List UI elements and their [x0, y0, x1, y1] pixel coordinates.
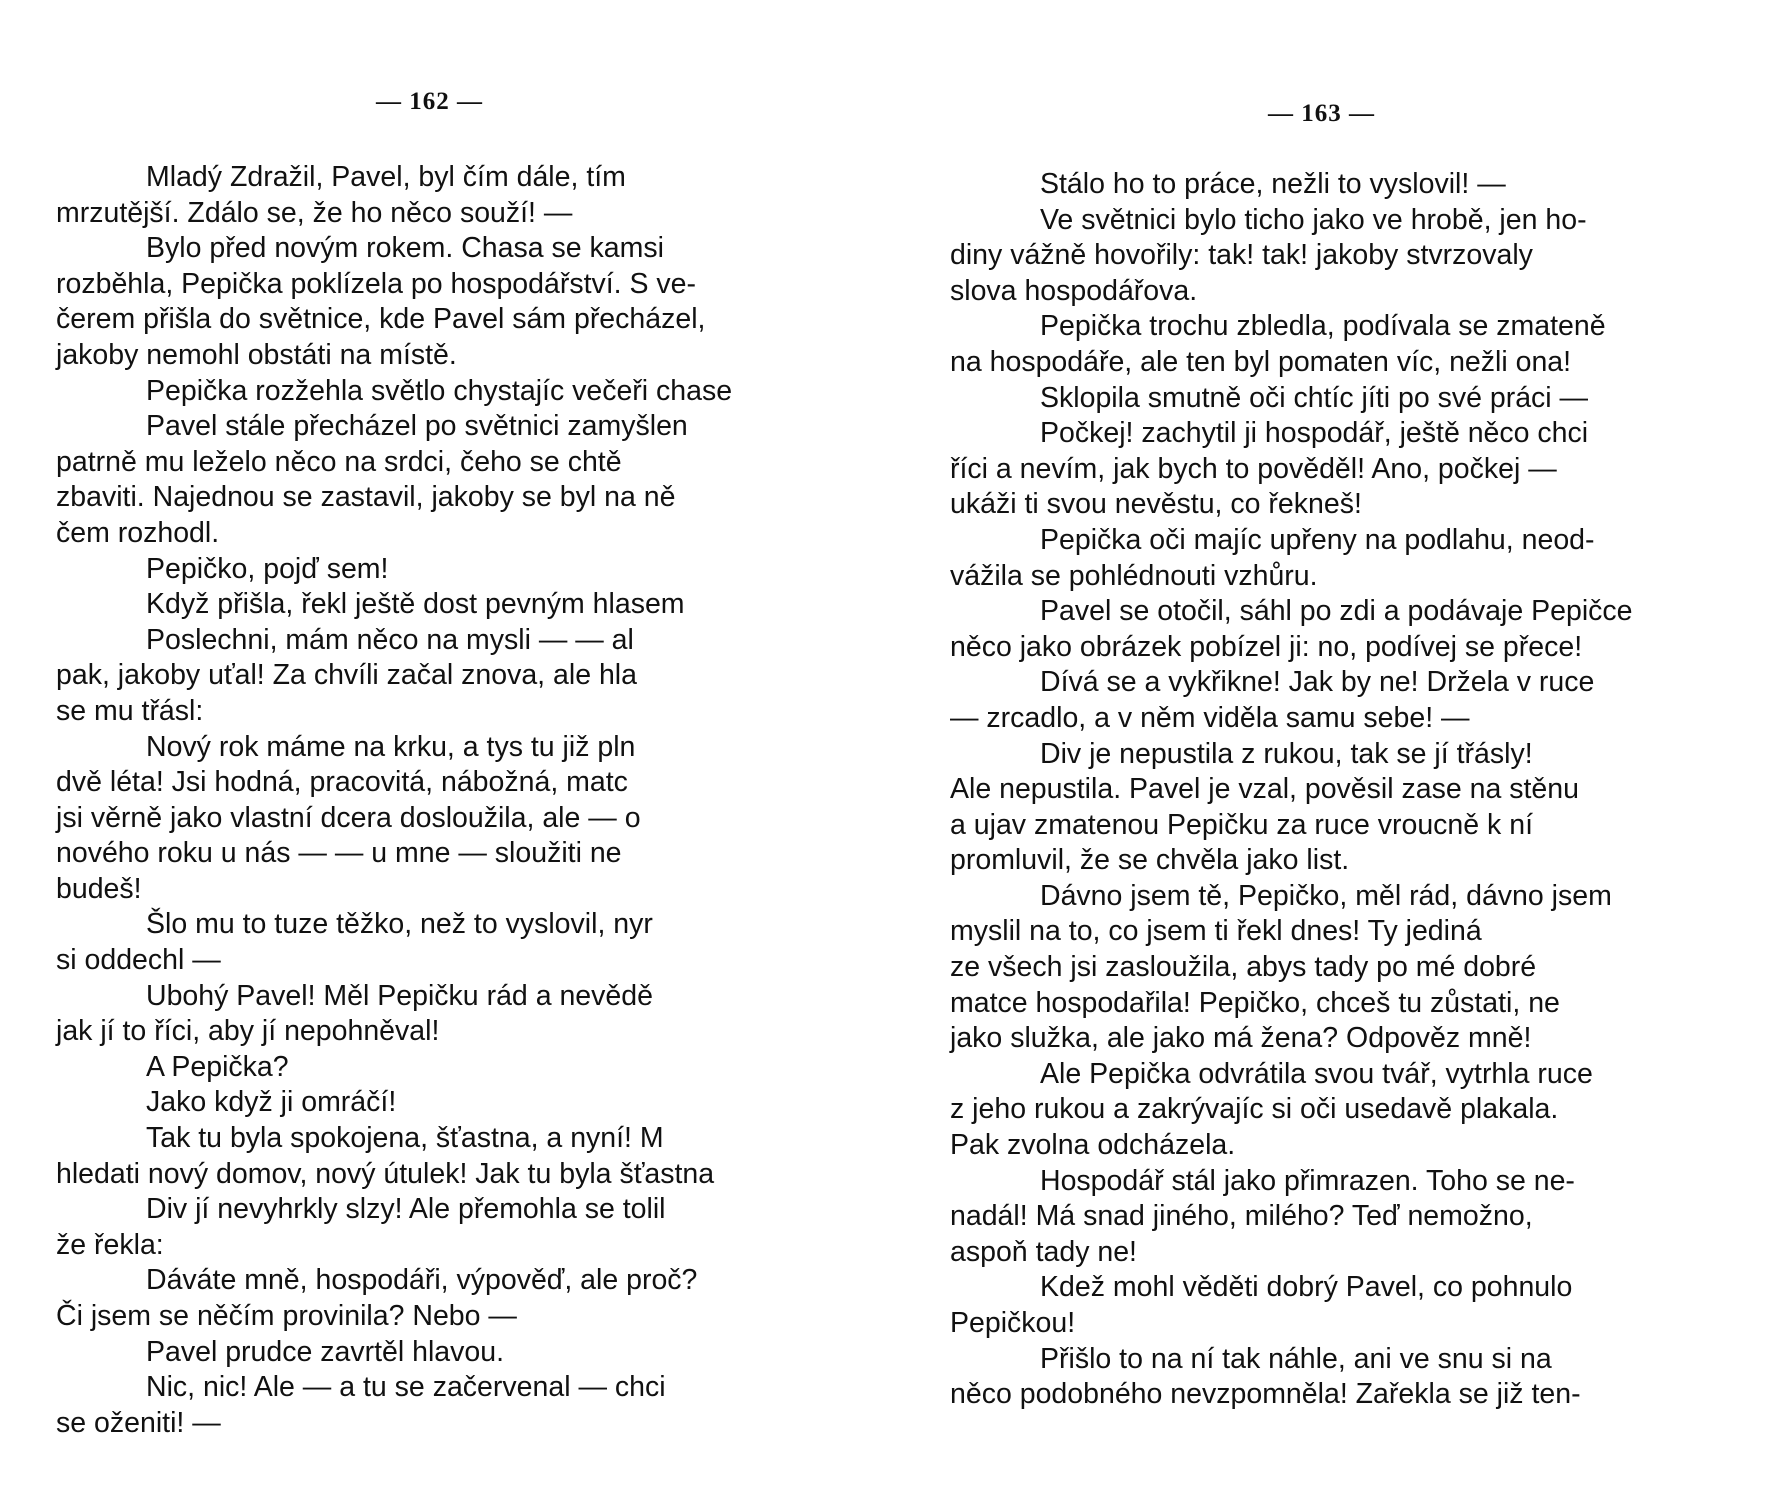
text-line: Kdež mohl věděti dobrý Pavel, co pohnulo: [1040, 1271, 1573, 1304]
page-text: [950, 167, 1633, 1413]
text-line: Pavel se otočil, sáhl po zdi a podávaje Pepičce: [1040, 595, 1633, 628]
text-line: Mladý Zdražil, Pavel, byl čím dále, tím: [146, 161, 626, 193]
text-line: Bylo před novým rokem. Chasa se kamsi: [146, 232, 664, 265]
text-line: aspoň tady ne!: [950, 1235, 1137, 1268]
text-line: vážila se pohlédnouti vzhůru.: [950, 559, 1318, 592]
text-line: Dáváte mně, hospodáři, výpověď, ale proč?: [146, 1264, 698, 1297]
text-line: Dávno jsem tě, Pepičko, měl rád, dávno jsem: [1040, 879, 1612, 912]
text-line: hledati nový domov, nový útulek! Jak tu byla šťastna: [56, 1157, 715, 1190]
text-line: slova hospodářova.: [950, 274, 1198, 307]
text-line: Div je nepustila z rukou, tak se jí třásly!: [1040, 737, 1533, 770]
text-line: patrně mu leželo něco na srdci, čeho se chtě: [56, 445, 622, 478]
text-line: Stálo ho to práce, nežli to vyslovil! —: [1040, 168, 1506, 200]
text-line: Šlo mu to tuze těžko, než to vyslovil, nyr: [146, 908, 653, 941]
text-line: nového roku u nás — — u mne — sloužiti ne: [56, 837, 622, 870]
text-line: se oženiti! —: [56, 1406, 221, 1439]
text-line: Ale nepustila. Pavel je vzal, pověsil zase na stěnu: [950, 773, 1579, 806]
text-line: Pak zvolna odcházela.: [950, 1129, 1236, 1162]
text-line: Počkej! zachytil ji hospodář, ještě něco chci: [1040, 417, 1589, 450]
text-line: Sklopila smutně oči chtíc jíti po své práci —: [1040, 381, 1589, 414]
text-line: Nový rok máme na krku, a tys tu již pln: [146, 730, 636, 763]
text-line: z jeho rukou a zakrývajíc si oči usedavě plakala.: [950, 1093, 1559, 1126]
text-line: Ve světnici bylo ticho jako ve hrobě, jen ho-: [1040, 203, 1587, 236]
text-line: si oddechl —: [56, 944, 221, 977]
text-line: Pepička trochu zbledla, podívala se zmateně: [1040, 310, 1606, 343]
text-line: Hospodář stál jako přimrazen. Toho se ne-: [1040, 1164, 1575, 1197]
text-line: Pepička rozžehla světlo chystajíc večeři chase: [146, 374, 733, 407]
text-line: něco jako obrázek pobízel ji: no, podívej se přece!: [950, 630, 1583, 663]
text-line: Když přišla, řekl ještě dost pevným hlasem: [146, 588, 685, 621]
text-line: nadál! Má snad jiného, milého? Teď nemožno,: [950, 1200, 1533, 1233]
text-line: Jako když ji omráčí!: [146, 1086, 397, 1119]
text-line: jak jí to říci, aby jí nepohněval!: [56, 1015, 440, 1048]
text-line: říci a nevím, jak bych to pověděl! Ano, počkej —: [950, 452, 1557, 485]
text-line: Pepičko, pojď sem!: [146, 552, 389, 585]
text-line: Či jsem se něčím provinila? Nebo —: [56, 1300, 517, 1332]
text-line: Div jí nevyhrkly slzy! Ale přemohla se tolil: [146, 1193, 666, 1226]
text-line: Pepička oči majíc upřeny na podlahu, neod-: [1040, 523, 1595, 556]
text-line: promluvil, že se chvěla jako list.: [950, 844, 1350, 877]
text-line: se mu třásl:: [56, 694, 204, 727]
text-line: že řekla:: [56, 1228, 164, 1261]
page-number: — 163 —: [1268, 100, 1375, 127]
text-line: — zrcadlo, a v něm viděla samu sebe! —: [950, 701, 1470, 734]
text-line: ze všech jsi zasloužila, abys tady po mé dobré: [950, 951, 1537, 984]
text-line: Ubohý Pavel! Měl Pepičku rád a nevědě: [146, 979, 653, 1012]
text-line: matce hospodařila! Pepičko, chceš tu zůstati, ne: [950, 986, 1560, 1019]
text-line: Tak tu byla spokojena, šťastna, a nyní! M: [146, 1122, 664, 1155]
text-line: na hospodáře, ale ten byl pomaten víc, nežli ona!: [950, 345, 1572, 378]
text-line: jsi věrně jako vlastní dcera dosloužila, ale — o: [56, 801, 641, 834]
text-line: něco podobného nevzpomněla! Zařekla se již ten-: [950, 1378, 1581, 1411]
text-line: Nic, nic! Ale — a tu se začervenal — chci: [146, 1371, 666, 1404]
text-line: Dívá se a vykřikne! Jak by ne! Držela v ruce: [1040, 666, 1595, 699]
text-line: pak, jakoby uťal! Za chvíli začal znova, ale hla: [56, 659, 637, 692]
text-line: Poslechni, mám něco na mysli — — al: [146, 623, 634, 656]
text-line: Přišlo to na ní tak náhle, ani ve snu si na: [1040, 1342, 1552, 1375]
text-line: Pavel stále přecházel po světnici zamyšlen: [146, 410, 688, 443]
text-line: a ujav zmatenou Pepičku za ruce vroucně k ní: [950, 808, 1533, 841]
text-line: ukáži ti svou nevěstu, co řekneš!: [950, 488, 1362, 521]
text-line: Pavel prudce zavrtěl hlavou.: [146, 1335, 505, 1368]
text-line: mrzutější. Zdálo se, že ho něco souží! —: [56, 196, 573, 229]
text-line: čerem přišla do světnice, kde Pavel sám přecházel,: [56, 303, 706, 336]
text-line: budeš!: [56, 872, 142, 905]
text-line: A Pepička?: [146, 1050, 289, 1083]
text-line: zbaviti. Najednou se zastavil, jakoby se byl na ně: [56, 481, 676, 514]
text-line: rozběhla, Pepička poklízela po hospodářství. S ve-: [56, 267, 697, 300]
page-text: [56, 160, 732, 1441]
text-line: Pepičkou!: [950, 1307, 1076, 1339]
page-number: — 162 —: [376, 88, 483, 115]
text-line: myslil na to, co jsem ti řekl dnes! Ty jediná: [950, 915, 1482, 948]
text-line: jakoby nemohl obstáti na místě.: [56, 338, 457, 371]
text-line: jako služka, ale jako má žena? Odpověz mně!: [950, 1022, 1532, 1055]
text-line: čem rozhodl.: [56, 516, 220, 549]
text-line: Ale Pepička odvrátila svou tvář, vytrhla ruce: [1040, 1057, 1593, 1090]
text-line: diny vážně hovořily: tak! tak! jakoby stvrzovaly: [950, 239, 1533, 272]
text-line: dvě léta! Jsi hodná, pracovitá, nábožná, matc: [56, 766, 628, 799]
